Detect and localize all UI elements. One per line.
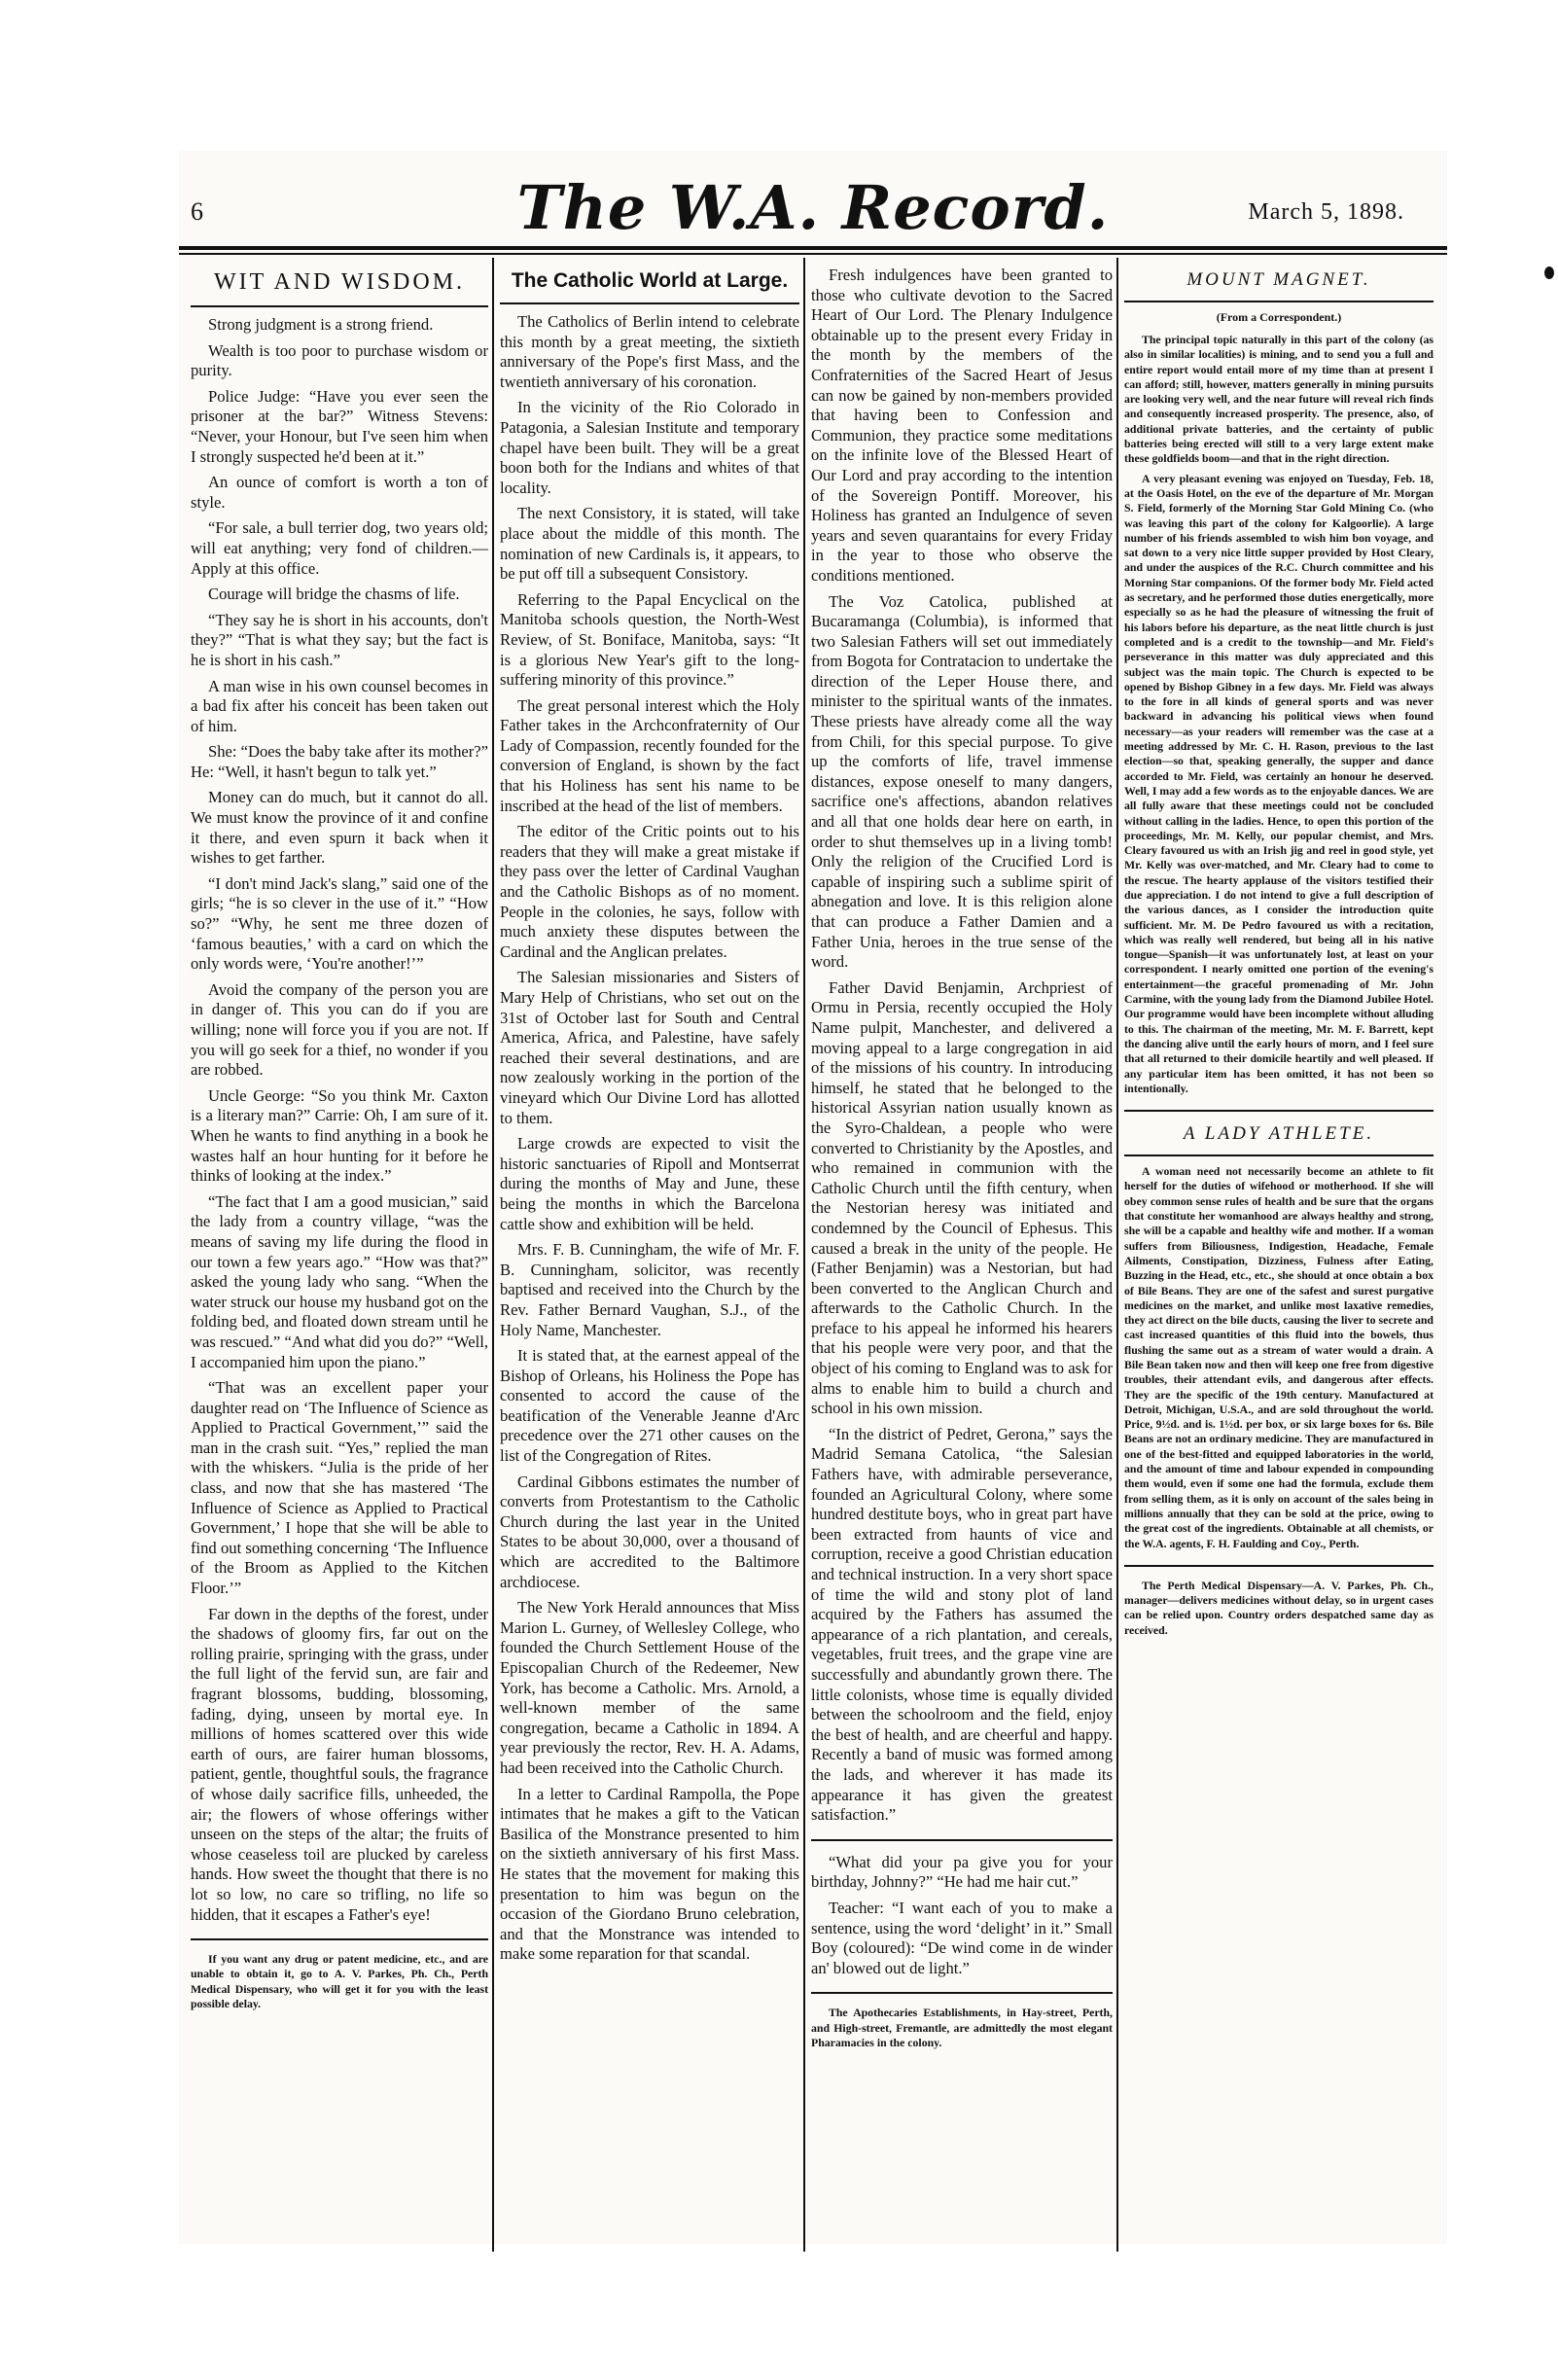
byline: (From a Correspondent.)	[1216, 310, 1342, 324]
paragraph: Avoid the company of the person you are in danger of. This you can do if you are willing; none will force you if you are not. If you will go seek for a thief, no wonder if you are robbed.	[191, 979, 488, 1080]
newspaper-page	[179, 151, 1447, 2244]
paragraph: “They say he is short in his accounts, don't they?” “That is what they say; but the fact is he is short in his cash.”	[191, 610, 488, 669]
section-rule	[1124, 1110, 1434, 1112]
paragraph: Fresh indulgences have been granted to those who cultivate devotion to the Sacred Heart of Our Lord. The Plenary Indulgence obtainable up to the present every Friday in the month by the members of the Confraternities of the Sacred Heart of Jesus can now be gained by non-members provided that having been to Confession and Communion, they practice some meditations on the infinite love of the Blessed Heart of Our Lord and pray according to the intention of the Sovereign Pontiff. Moreover, his Holiness has granted an Indulgence of seven years and seven quarantains for every Friday in the year to those who observe the conditions mentioned.	[811, 266, 1113, 585]
paragraph: Far down in the depths of the forest, under the shadows of gloomy firs, far out on the rolling prairie, springing with the grass, under the full light of the fervid sun, are fair and fragrant blossoms, budding, blossoming, fading, dying, unseen by mortal eye. In millions of homes scattered over this wide earth of ours, are fairer human blossoms, patient, gentle, thoughtful souls, the fragrance of whose daily sacrifice fills, unheeded, the air; the flowers of whose offerings wither unseen on the steps of the altar; the fruits of whose ceaseless toil are plucked by careless hands. How sweet the thought that there is no lot so low, no care so trifling, no life so hidden, that it escapes a Father's eye!	[191, 1604, 488, 1924]
ink-spot-icon	[1544, 266, 1554, 279]
column-catholic-world-continued	[811, 266, 1113, 2250]
section-rule	[1124, 1565, 1434, 1567]
column-wit-and-wisdom	[191, 266, 488, 2250]
section-rule	[191, 305, 488, 307]
paragraph: The principal topic naturally in this part of the colony (as also in similar localities) is mining, and to send you a full and entire report would entail more of my time than at present I can afford; still, however, matters generally in mining pursuits are looking very well, and the near future will reveal rich finds and consequently increased prosperity. The presence, also, of additional private batteries, and the certainty of public batteries being erected will still to a very large extent make these goldfields boom—and that in the right direction.	[1124, 333, 1434, 466]
paragraph: “That was an excellent paper your daughter read on ‘The Influence of Science as Applied to Practical Government,’” said the man in the crash suit. “Yes,” replied the man with the whiskers. “Julia is the pride of her class, and now that she has mastered ‘The Influence of Science as Applied to Practical Government,’ I hope that she will be able to find out something concerning ‘The Influence of the Broom as Applied to the Kitchen Floor.’”	[191, 1378, 488, 1598]
masthead: The W.A. Record.	[516, 172, 1110, 243]
paragraph: She: “Does the baby take after its mother?” He: “Well, it hasn't begun to talk yet.”	[191, 742, 488, 781]
paragraph: Money can do much, but it cannot do all. We must know the province of it and confine it there, and even spurn it back when it wishes to get farther.	[191, 788, 488, 868]
paragraph: Courage will bridge the chasms of life.	[208, 585, 460, 604]
column-catholic-world	[500, 266, 799, 2250]
page-header	[179, 172, 1447, 243]
section-rule	[1124, 1154, 1434, 1156]
paragraph: In a letter to Cardinal Rampolla, the Pope intimates that he makes a gift to the Vatican Basilica of the Monstrance presented to him on the sixtieth anniversary of his first Mass. He states that the movement for making this presentation to him was begun on the occasion of the Giordano Bruno celebration, and that the Monstrance was intended to make some reparation for that scandal.	[500, 1784, 799, 1964]
paragraph: The New York Herald announces that Miss Marion L. Gurney, of Wellesley College, who founded the Church Settlement House of the Episcopalian Church of the Redeemer, New York, has become a Catholic. Mrs. Arnold, a well-known member of the same congregation, became a Catholic in 1894. A year previously the rector, Rev. H. A. Adams, had been received into the Catholic Church.	[500, 1598, 799, 1777]
paragraph: Uncle George: “So you think Mr. Caxton is a literary man?” Carrie: Oh, I am sure of it. When he wants to find anything in a book he wastes half an hour hunting for it before he thinks of looking at the index.”	[191, 1085, 488, 1186]
section-rule	[811, 1839, 1113, 1841]
section-heading: MOUNT MAGNET.	[1186, 269, 1371, 290]
paragraph: The great personal interest which the Holy Father takes in the Archconfraternity of Our Lady of Compassion, recently founded for the conversion of England, is shown by the fact that his Holiness has sent his name to be inscribed at the head of the list of members.	[500, 695, 799, 815]
paragraph: The editor of the Critic points out to his readers that they will make a great mistake if they pass over the letter of Cardinal Vaughan and the Catholic Bishops as of no moment. People in the colonies, he says, follow with much anxiety these disputes between the Cardinal and the Anglican prelates.	[500, 822, 799, 961]
paragraph: A man wise in his own counsel becomes in a bad fix after his conceit has been taken out of him.	[191, 676, 488, 735]
column-mount-magnet	[1124, 266, 1434, 2250]
section-heading: The Catholic World at Large.	[511, 269, 789, 292]
joke-paragraph: “What did your pa give you for your birthday, Johnny?” “He had me hair cut.”	[811, 1852, 1113, 1892]
paragraph: In the vicinity of the Rio Colorado in Patagonia, a Salesian Institute and temporary chapel have been built. They will be a great boon both for the Indians and whites of that locality.	[500, 398, 799, 497]
column-rule	[1116, 258, 1118, 2252]
advert-notice: The Perth Medical Dispensary—A. V. Parkes, Ph. Ch., manager—delivers medicines without delay, so in urgent cases can be relied upon. Country orders despatched same day as received.	[1124, 1578, 1434, 1637]
paragraph: Father David Benjamin, Archpriest of Ormu in Persia, recently occupied the Holy Name pulpit, Manchester, and delivered a moving appeal to a large congregation in aid of the missions of his country. In introducing himself, he stated that he belonged to the historical Assyrian nation usually known as the Syro-Chaldean, a people who were converted to Christianity by the Apostles, and who remained in communion with the Catholic Church until the fifth century, when the Nestorian heresy was initiated and condemned by the Council of Ephesus. This caused a break in the unity of the people. He (Father Benjamin) was a Nestorian, but had been converted to the Anglican Church and afterwards to the Catholic Church. In the preface to his appeal he informed his hearers that his people were very poor, and that the object of his coming to England was to ask for alms to enable him to build a church and school in his own mission.	[811, 977, 1113, 1418]
section-rule	[191, 1938, 488, 1940]
joke-paragraph: Teacher: “I want each of you to make a sentence, using the word ‘delight’ in it.” Small Boy (coloured): “De wind come in de winder an' blowed out de light.”	[811, 1898, 1113, 1977]
section-heading: A LADY ATHLETE.	[1183, 1123, 1375, 1145]
paragraph: A woman need not necessarily become an athlete to fit herself for the duties of wifehood or motherhood. If she will obey common sense rules of health and be sure that the organs that constitute her womanhood are always healthy and strong, she will be a capable and healthy wife and mother. If a woman suffers from Biliousness, Indigestion, Headache, Female Ailments, Constipation, Dizziness, Fulness after Eating, Buzzing in the Head, etc., etc., she should at once obtain a box of Bile Beans. They are one of the safest and surest purgative medicines on the market, and unlike most laxative remedies, they act direct on the bile ducts, causing the liver to secrete and cast increased quantities of this fluid into the bowels, thus flushing the same out as a stream of water would a drain. A Bile Bean taken now and then will keep one free from digestive troubles, their attendant evils, and dangerous after effects. They are the specific of the 19th century. Manufactured at Detroit, Michigan, U.S.A., and are sold throughout the world. Price, 9½d. and is. 1½d. per box, or six large boxes for 6s. Bile Beans are not an ordinary medicine. They are manufactured in one of the best-fitted and equipped laboratories in the world, and the amount of time and labour expended in compounding them would, even if some one had the formula, exclude them from selling them, as it is only on account of the sales being in millions annually that they can be sold at the price, owing to the great cost of the ingredients. Obtainable at all chemists, or the W.A. agents, F. H. Faulding and Coy., Perth.	[1124, 1164, 1434, 1550]
paragraph: Referring to the Papal Encyclical on the Manitoba schools question, the North-West Review, of St. Boniface, Manitoba, says: “It is a glorious New Year's gift to the long-suffering minority of this province.”	[500, 589, 799, 690]
paragraph: Mrs. F. B. Cunningham, the wife of Mr. F. B. Cunningham, solicitor, was recently baptised and received into the Church by the Rev. Father Bernard Vaughan, S.J., of the Holy Name, Manchester.	[500, 1240, 799, 1339]
paragraph: Strong judgment is a strong friend.	[208, 315, 434, 334]
paragraph: “For sale, a bull terrier dog, two years old; will eat anything; very fond of children.—Apply at this office.	[191, 518, 488, 578]
column-rule	[803, 258, 805, 2252]
paragraph: The Catholics of Berlin intend to celebrate this month by a great meeting, the sixtieth anniversary of the Pope's first Mass, and the twentieth anniversary of his coronation.	[500, 312, 799, 391]
section-heading: WIT AND WISDOM.	[213, 269, 466, 295]
paragraph: Cardinal Gibbons estimates the number of converts from Protestantism to the Catholic Church during the last year in the United States to be about 30,000, over a thousand of which are accredited to the Baltimore archdiocese.	[500, 1472, 799, 1591]
paragraph: The next Consistory, it is stated, will take place about the middle of this month. The nomination of new Cardinals is, it appears, to be put off till a subsequent Consistory.	[500, 504, 799, 584]
paragraph: It is stated that, at the earnest appeal of the Bishop of Orleans, his Holiness the Pope has consented to accord the cause of the beatification of the Venerable Jeanne d'Arc precedence over the 271 other causes on the list of the Congregation of Rites.	[500, 1346, 799, 1466]
header-rule-thin	[179, 253, 1447, 255]
paragraph: An ounce of comfort is worth a ton of style.	[191, 473, 488, 512]
page-number: 6	[191, 197, 203, 226]
column-rule	[492, 258, 494, 2252]
section-rule	[811, 1992, 1113, 1994]
advert-notice: If you want any drug or patent medicine, etc., and are unable to obtain it, go to A. V. Parkes, Ph. Ch., Perth Medical Dispensary, who will get it for you with the least possible delay.	[191, 1952, 488, 2011]
paragraph: The Voz Catolica, published at Bucaramanga (Columbia), is informed that two Salesian Fathers will set out immediately from Bogota for Contratacion to undertake the direction of the Leper House there, and minister to the spiritual wants of the inmates. These priests have already come all the way from Chili, for this special purpose. To give up the comforts of life, travel immense distances, expose oneself to many dangers, sacrifice one's affections, abandon relatives and all that one holds dear here on earth, in order to shut themselves up in a living tomb! Only the religion of the Crucified Lord is capable of inspiring such a sublime spirit of abnegation and love. It is this religion alone that can produce a Father Damien and a Father Unia, heroes in the true sense of the word.	[811, 591, 1113, 972]
paragraph: Large crowds are expected to visit the historic sanctuaries of Ripoll and Montserrat during the months of May and June, these being the months in which the Barcelona cattle show and exhibition will be held.	[500, 1134, 799, 1233]
paragraph: A very pleasant evening was enjoyed on Tuesday, Feb. 18, at the Oasis Hotel, on the eve of the departure of Mr. Morgan S. Field, formerly of the Morning Star Gold Mining Co. (who was leaving this part of the colony for Kalgoorlie). A large number of his friends assembled to wish him bon voyage, and sat down to a very nice little supper provided by Host Cleary, and under the auspices of the R.C. Church committee and his Morning Star companions. Of the former body Mr. Field acted as secretary, and he performed those duties energetically, more especially so as he had the pleasure of witnessing the fruit of his labors before his departure, as the neat little church is just completed and is a credit to the township—and Mr. Field's perseverance in this matter was duly appreciated and this subject was the main topic. The Church is expected to be opened by Bishop Gibney in a few days. Mr. Field was always to the fore in all kinds of general sports and was never backward in advancing his political views when found necessary—as your readers will remember was the case at a meeting addressed by Mr. C. H. Rason, previous to the last election—so that, speaking generally, the supper and dance accorded to Mr. Field, was certainly an honour he deserved. Well, I may add a few words as to the enjoyable dances. We are all fully aware that these meetings could not be concluded without calling in the ladies. Hence, to open this portion of the proceedings, Mr. M. Kelly, our popular chemist, and Mrs. Cleary favoured us with an Irish jig and reel in good style, yet Mr. Kelly was over-matched, and Mr. Cleary had to come to the rescue. The hearty applause of the visitors testified their due appreciation. I do not intend to give a full description of the various dances, as I consider the introduction quite sufficient. Mr. M. De Pedro favoured us with a recitation, which was really well rendered, but being all in his native tongue—Spanish—it was unfortunately lost, at least on your correspondent. I nearly omitted one portion of the evening's entertainment—the graceful promenading of Mr. John Carmine, with the young lady from the Diamond Jubilee Hotel. Our programme would have been incomplete without alluding to this. The chairman of the meeting, Mr. M. F. Barrett, kept the dancing alive until the early hours of morn, and I feel sure that all returned to their domicile heartily and well pleased. If any particular item has been omitted, it has not been so intentionally.	[1124, 471, 1434, 1095]
paragraph: “In the district of Pedret, Gerona,” says the Madrid Semana Catolica, “the Salesian Fathers have, with admirable perseverance, founded an Agricultural Colony, where some hundred destitute boys, who in great part have been extracted from haunts of vice and corruption, receive a good Christian education and technical instruction. In a very short space of time the wild and stony plot of land acquired by the Fathers has assumed the appearance of a rich plantation, and cereals, vegetables, fruit trees, and the grape vine are successfully and abundantly grown there. The little colonists, whose time is equally divided between the schoolroom and the field, enjoy the best of health, and are cheerful and happy. Recently a band of music was formed among the lads, and wherever it has made its appearance it has given the greatest satisfaction.”	[811, 1424, 1113, 1825]
section-rule	[500, 302, 799, 304]
paragraph: “I don't mind Jack's slang,” said one of the girls; “he is so clever in the use of it.” “How so?” “Why, he sent me three dozen of ‘famous beauties,’ with a card on which the only words were, ‘You're another!’”	[191, 873, 488, 974]
section-rule	[1124, 301, 1434, 302]
issue-date: March 5, 1898.	[1248, 199, 1404, 225]
paragraph: The Salesian missionaries and Sisters of Mary Help of Christians, who set out on the 31st of October last for South and Central America, Africa, and Palestine, have safely reached their several destinations, and are now zealously working in the portion of the vineyard which Our Divine Lord has allotted to them.	[500, 968, 799, 1127]
advert-notice: The Apothecaries Establishments, in Hay-street, Perth, and High-street, Fremantle, are admittedly the most elegant Pharamacies in the colony.	[811, 2006, 1113, 2049]
paragraph: Police Judge: “Have you ever seen the prisoner at the bar?” Witness Stevens: “Never, your Honour, but I've seen him when I strongly suspected he'd been at it.”	[191, 386, 488, 466]
paragraph: Wealth is too poor to purchase wisdom or purity.	[191, 340, 488, 380]
paragraph: “The fact that I am a good musician,” said the lady from a country village, “was the means of saving my life during the flood in our town a few years ago.” “How was that?” asked the young lady who sang. “When the water struck our house my husband got on the folding bed, and floated down stream until he was rescued.” “And what did you do?” “Well, I accompanied him upon the piano.”	[191, 1191, 488, 1371]
header-rule	[179, 246, 1447, 250]
